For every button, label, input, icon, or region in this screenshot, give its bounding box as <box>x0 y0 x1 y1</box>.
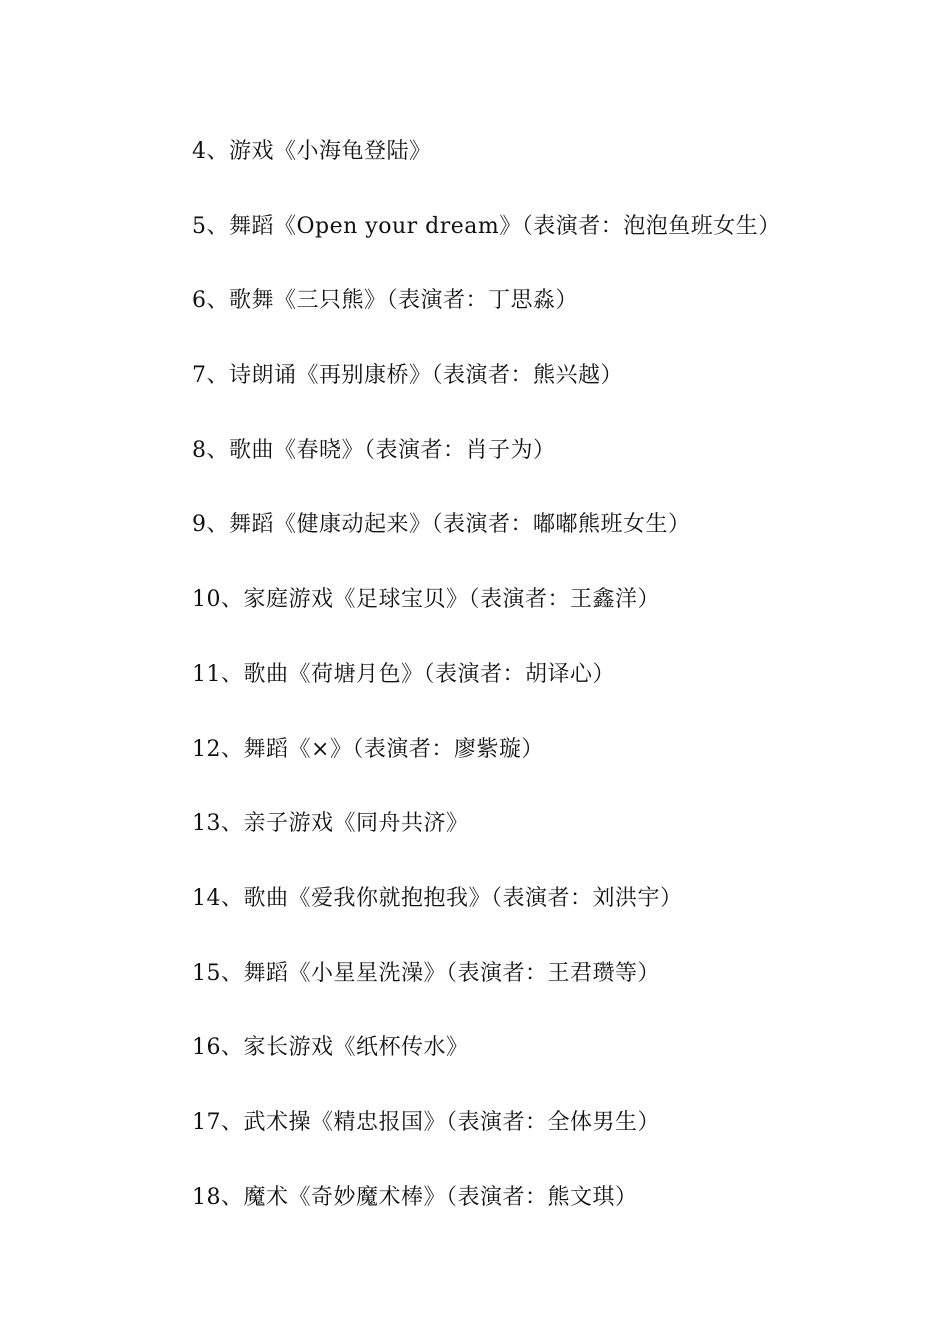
program-item: 17、武术操《精忠报国》（表演者：全体男生） <box>192 1109 660 1135</box>
program-item: 4、游戏《小海龟登陆》 <box>192 139 432 164</box>
program-item: 11、歌曲《荷塘月色》（表演者：胡译心） <box>192 661 615 687</box>
program-item: 9、舞蹈《健康动起来》（表演者：嘟嘟熊班女生） <box>192 512 691 538</box>
program-item: 12、舞蹈《×》（表演者：廖紫璇） <box>192 736 544 762</box>
program-item: 6、歌舞《三只熊》（表演者：丁思淼） <box>192 288 578 314</box>
program-item: 14、歌曲《爱我你就抱抱我》（表演者：刘洪宇） <box>192 885 683 911</box>
program-item: 13、亲子游戏《同舟共济》 <box>192 811 469 837</box>
program-list <box>192 132 781 1252</box>
program-item: 5、舞蹈《Open your dream》（表演者：泡泡鱼班女生） <box>192 213 781 239</box>
program-item: 7、诗朗诵《再别康桥》（表演者：熊兴越） <box>192 363 623 389</box>
program-item: 18、魔术《奇妙魔术棒》（表演者：熊文琪） <box>192 1184 638 1210</box>
program-item: 10、家庭游戏《足球宝贝》（表演者：王鑫洋） <box>192 587 660 613</box>
program-item: 16、家长游戏《纸杯传水》 <box>192 1035 469 1061</box>
program-item: 15、舞蹈《小星星洗澡》（表演者：王君瓒等） <box>192 960 660 986</box>
program-item: 8、歌曲《春晓》（表演者：肖子为） <box>192 437 556 463</box>
